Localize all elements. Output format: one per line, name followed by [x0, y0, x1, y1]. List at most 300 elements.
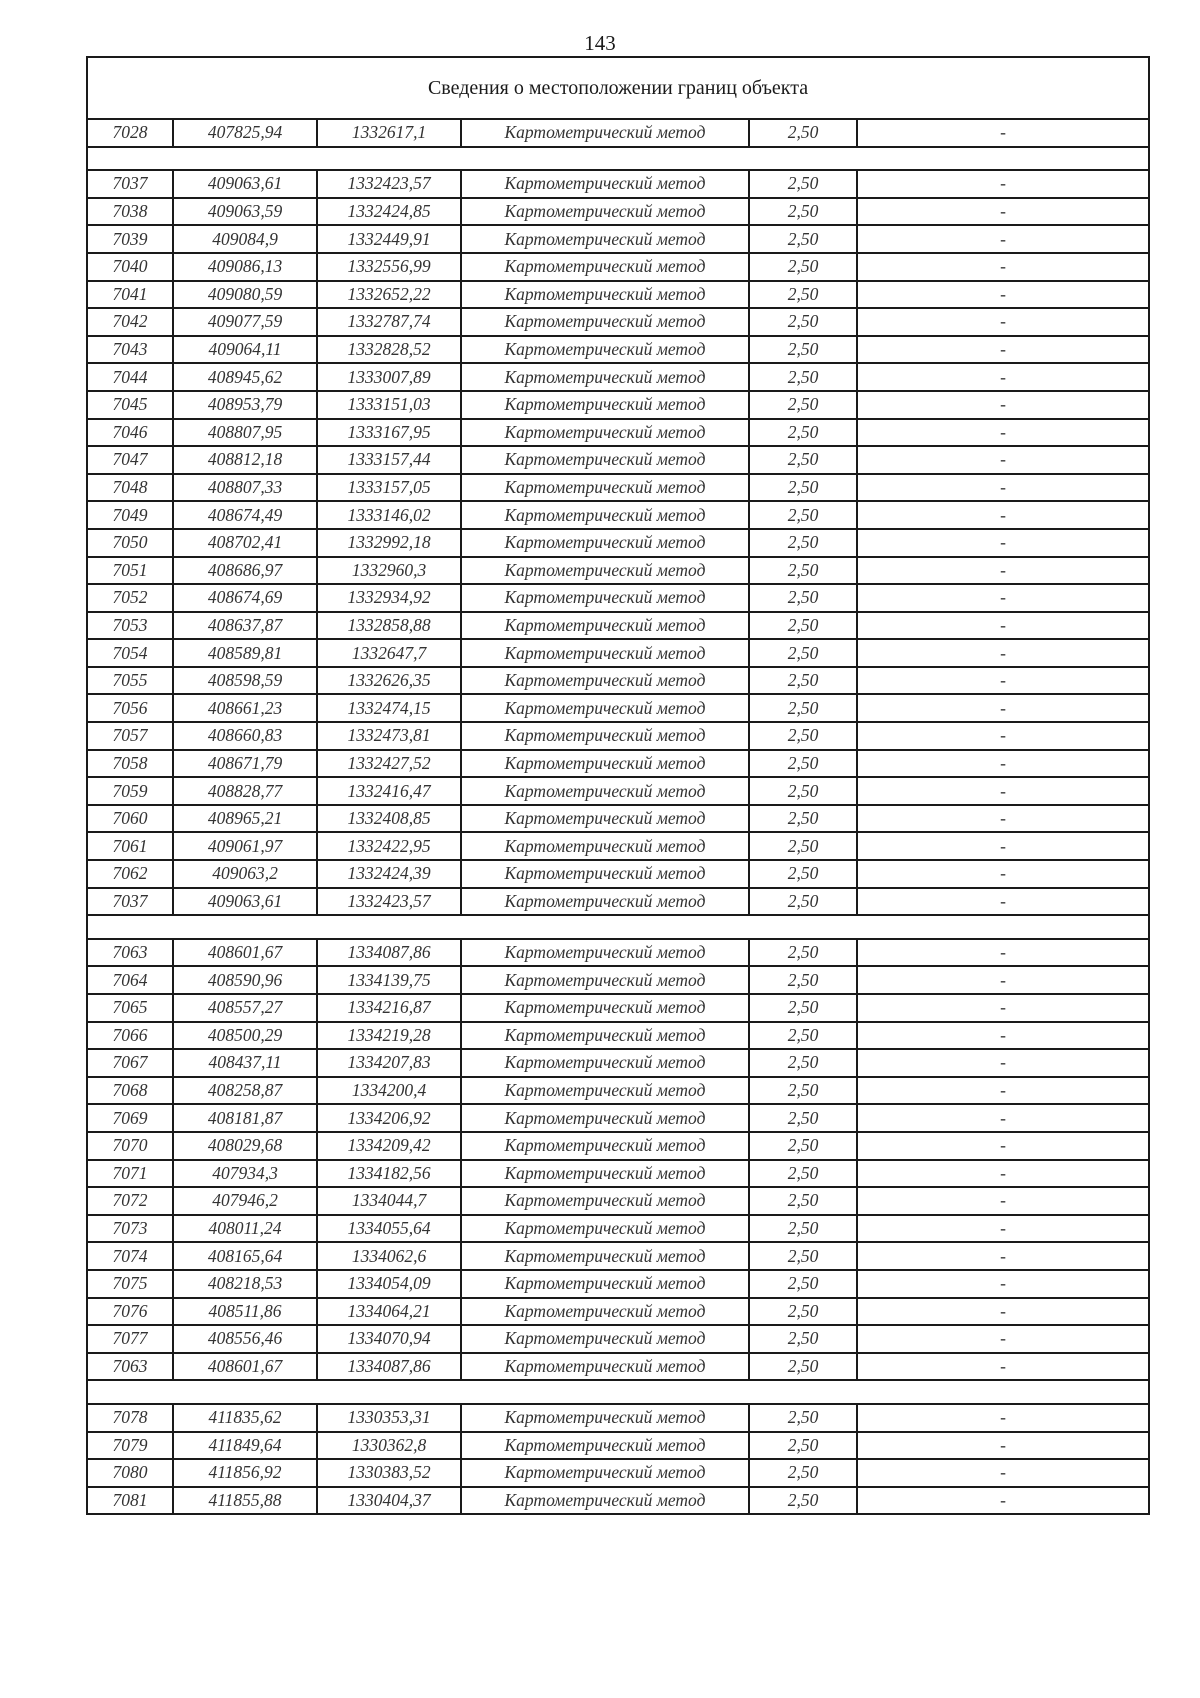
description-cell: - [857, 419, 1149, 447]
method-cell: Картометрический метод [461, 281, 749, 309]
y-coordinate-cell: 1334219,28 [317, 1022, 461, 1050]
accuracy-cell: 2,50 [749, 966, 857, 994]
method-cell: Картометрический метод [461, 1187, 749, 1215]
point-number-cell: 7038 [87, 198, 173, 226]
accuracy-cell: 2,50 [749, 1215, 857, 1243]
title-row [87, 57, 1149, 119]
table-row [87, 639, 1149, 667]
accuracy-cell: 2,50 [749, 1104, 857, 1132]
point-number-cell: 7046 [87, 419, 173, 447]
point-number-cell: 7060 [87, 805, 173, 833]
table-row [87, 198, 1149, 226]
x-coordinate-cell: 408828,77 [173, 777, 317, 805]
method-cell: Картометрический метод [461, 474, 749, 502]
method-cell: Картометрический метод [461, 1459, 749, 1487]
y-coordinate-cell: 1333157,44 [317, 446, 461, 474]
description-cell: - [857, 966, 1149, 994]
table-row [87, 694, 1149, 722]
point-number-cell: 7044 [87, 363, 173, 391]
method-cell: Картометрический метод [461, 170, 749, 198]
y-coordinate-cell: 1334064,21 [317, 1298, 461, 1326]
table-row [87, 529, 1149, 557]
separator-cell [87, 1380, 1149, 1404]
method-cell: Картометрический метод [461, 557, 749, 585]
y-coordinate-cell: 1333007,89 [317, 363, 461, 391]
description-cell: - [857, 639, 1149, 667]
point-number-cell: 7078 [87, 1404, 173, 1432]
point-number-cell: 7039 [87, 225, 173, 253]
description-cell: - [857, 888, 1149, 916]
x-coordinate-cell: 411855,88 [173, 1487, 317, 1515]
table-row [87, 363, 1149, 391]
method-cell: Картометрический метод [461, 939, 749, 967]
x-coordinate-cell: 408807,95 [173, 419, 317, 447]
method-cell: Картометрический метод [461, 253, 749, 281]
x-coordinate-cell: 409080,59 [173, 281, 317, 309]
point-number-cell: 7054 [87, 639, 173, 667]
accuracy-cell: 2,50 [749, 832, 857, 860]
table-row [87, 994, 1149, 1022]
method-cell: Картометрический метод [461, 1242, 749, 1270]
method-cell: Картометрический метод [461, 612, 749, 640]
y-coordinate-cell: 1332424,85 [317, 198, 461, 226]
description-cell: - [857, 1215, 1149, 1243]
description-cell: - [857, 805, 1149, 833]
point-number-cell: 7075 [87, 1270, 173, 1298]
accuracy-cell: 2,50 [749, 722, 857, 750]
x-coordinate-cell: 407825,94 [173, 119, 317, 147]
method-cell: Картометрический метод [461, 308, 749, 336]
y-coordinate-cell: 1333157,05 [317, 474, 461, 502]
point-number-cell: 7055 [87, 667, 173, 695]
y-coordinate-cell: 1334054,09 [317, 1270, 461, 1298]
point-number-cell: 7073 [87, 1215, 173, 1243]
separator-cell [87, 147, 1149, 171]
table-row [87, 474, 1149, 502]
accuracy-cell: 2,50 [749, 446, 857, 474]
description-cell: - [857, 446, 1149, 474]
method-cell: Картометрический метод [461, 1022, 749, 1050]
point-number-cell: 7045 [87, 391, 173, 419]
point-number-cell: 7043 [87, 336, 173, 364]
point-number-cell: 7028 [87, 119, 173, 147]
x-coordinate-cell: 408511,86 [173, 1298, 317, 1326]
description-cell: - [857, 1404, 1149, 1432]
table-title: Сведения о местоположении границ объекта [87, 57, 1149, 119]
y-coordinate-cell: 1334055,64 [317, 1215, 461, 1243]
accuracy-cell: 2,50 [749, 584, 857, 612]
point-number-cell: 7042 [87, 308, 173, 336]
x-coordinate-cell: 408029,68 [173, 1132, 317, 1160]
y-coordinate-cell: 1332473,81 [317, 722, 461, 750]
x-coordinate-cell: 408437,11 [173, 1049, 317, 1077]
description-cell: - [857, 667, 1149, 695]
description-cell: - [857, 612, 1149, 640]
x-coordinate-cell: 408953,79 [173, 391, 317, 419]
point-number-cell: 7053 [87, 612, 173, 640]
x-coordinate-cell: 408258,87 [173, 1077, 317, 1105]
accuracy-cell: 2,50 [749, 1242, 857, 1270]
point-number-cell: 7051 [87, 557, 173, 585]
table-row [87, 225, 1149, 253]
x-coordinate-cell: 408011,24 [173, 1215, 317, 1243]
x-coordinate-cell: 408671,79 [173, 750, 317, 778]
method-cell: Картометрический метод [461, 1432, 749, 1460]
x-coordinate-cell: 409063,2 [173, 860, 317, 888]
x-coordinate-cell: 409061,97 [173, 832, 317, 860]
description-cell: - [857, 308, 1149, 336]
x-coordinate-cell: 408500,29 [173, 1022, 317, 1050]
page-number: 143 [584, 31, 616, 55]
table-row [87, 1487, 1149, 1515]
description-cell: - [857, 860, 1149, 888]
point-number-cell: 7076 [87, 1298, 173, 1326]
x-coordinate-cell: 408660,83 [173, 722, 317, 750]
y-coordinate-cell: 1332626,35 [317, 667, 461, 695]
y-coordinate-cell: 1332422,95 [317, 832, 461, 860]
accuracy-cell: 2,50 [749, 119, 857, 147]
method-cell: Картометрический метод [461, 694, 749, 722]
accuracy-cell: 2,50 [749, 1404, 857, 1432]
method-cell: Картометрический метод [461, 722, 749, 750]
description-cell: - [857, 1077, 1149, 1105]
method-cell: Картометрический метод [461, 966, 749, 994]
description-cell: - [857, 1487, 1149, 1515]
x-coordinate-cell: 408945,62 [173, 363, 317, 391]
x-coordinate-cell: 407946,2 [173, 1187, 317, 1215]
x-coordinate-cell: 411835,62 [173, 1404, 317, 1432]
point-number-cell: 7068 [87, 1077, 173, 1105]
point-number-cell: 7050 [87, 529, 173, 557]
point-number-cell: 7070 [87, 1132, 173, 1160]
y-coordinate-cell: 1334087,86 [317, 939, 461, 967]
method-cell: Картометрический метод [461, 667, 749, 695]
description-cell: - [857, 1049, 1149, 1077]
method-cell: Картометрический метод [461, 1487, 749, 1515]
description-cell: - [857, 939, 1149, 967]
method-cell: Картометрический метод [461, 529, 749, 557]
x-coordinate-cell: 408674,49 [173, 501, 317, 529]
description-cell: - [857, 1160, 1149, 1188]
table-row [87, 1270, 1149, 1298]
accuracy-cell: 2,50 [749, 777, 857, 805]
x-coordinate-cell: 409063,59 [173, 198, 317, 226]
y-coordinate-cell: 1332408,85 [317, 805, 461, 833]
point-number-cell: 7072 [87, 1187, 173, 1215]
x-coordinate-cell: 408218,53 [173, 1270, 317, 1298]
y-coordinate-cell: 1332647,7 [317, 639, 461, 667]
method-cell: Картометрический метод [461, 1270, 749, 1298]
accuracy-cell: 2,50 [749, 225, 857, 253]
point-number-cell: 7041 [87, 281, 173, 309]
accuracy-cell: 2,50 [749, 1160, 857, 1188]
accuracy-cell: 2,50 [749, 1132, 857, 1160]
accuracy-cell: 2,50 [749, 474, 857, 502]
table-row [87, 1459, 1149, 1487]
table-row [87, 939, 1149, 967]
table-row [87, 888, 1149, 916]
description-cell: - [857, 1459, 1149, 1487]
table-row [87, 1353, 1149, 1381]
point-number-cell: 7077 [87, 1325, 173, 1353]
y-coordinate-cell: 1334139,75 [317, 966, 461, 994]
accuracy-cell: 2,50 [749, 939, 857, 967]
point-number-cell: 7063 [87, 1353, 173, 1381]
table-row [87, 281, 1149, 309]
table-row [87, 1077, 1149, 1105]
y-coordinate-cell: 1330362,8 [317, 1432, 461, 1460]
accuracy-cell: 2,50 [749, 750, 857, 778]
y-coordinate-cell: 1333151,03 [317, 391, 461, 419]
y-coordinate-cell: 1332828,52 [317, 336, 461, 364]
point-number-cell: 7064 [87, 966, 173, 994]
table-row [87, 557, 1149, 585]
description-cell: - [857, 557, 1149, 585]
table-row [87, 584, 1149, 612]
point-number-cell: 7037 [87, 170, 173, 198]
description-cell: - [857, 1298, 1149, 1326]
table-row [87, 119, 1149, 147]
description-cell: - [857, 363, 1149, 391]
method-cell: Картометрический метод [461, 363, 749, 391]
description-cell: - [857, 584, 1149, 612]
accuracy-cell: 2,50 [749, 557, 857, 585]
method-cell: Картометрический метод [461, 446, 749, 474]
accuracy-cell: 2,50 [749, 667, 857, 695]
y-coordinate-cell: 1334216,87 [317, 994, 461, 1022]
accuracy-cell: 2,50 [749, 1459, 857, 1487]
accuracy-cell: 2,50 [749, 805, 857, 833]
description-cell: - [857, 281, 1149, 309]
x-coordinate-cell: 409064,11 [173, 336, 317, 364]
point-number-cell: 7048 [87, 474, 173, 502]
accuracy-cell: 2,50 [749, 612, 857, 640]
table-row [87, 750, 1149, 778]
point-number-cell: 7081 [87, 1487, 173, 1515]
table-row [87, 446, 1149, 474]
accuracy-cell: 2,50 [749, 1022, 857, 1050]
accuracy-cell: 2,50 [749, 1432, 857, 1460]
description-cell: - [857, 336, 1149, 364]
y-coordinate-cell: 1332424,39 [317, 860, 461, 888]
method-cell: Картометрический метод [461, 750, 749, 778]
description-cell: - [857, 832, 1149, 860]
point-number-cell: 7040 [87, 253, 173, 281]
table-row [87, 1104, 1149, 1132]
description-cell: - [857, 1270, 1149, 1298]
description-cell: - [857, 529, 1149, 557]
accuracy-cell: 2,50 [749, 1270, 857, 1298]
point-number-cell: 7037 [87, 888, 173, 916]
y-coordinate-cell: 1330353,31 [317, 1404, 461, 1432]
description-cell: - [857, 1242, 1149, 1270]
y-coordinate-cell: 1334200,4 [317, 1077, 461, 1105]
point-number-cell: 7065 [87, 994, 173, 1022]
description-cell: - [857, 1432, 1149, 1460]
method-cell: Картометрический метод [461, 860, 749, 888]
x-coordinate-cell: 409077,59 [173, 308, 317, 336]
accuracy-cell: 2,50 [749, 363, 857, 391]
method-cell: Картометрический метод [461, 1104, 749, 1132]
x-coordinate-cell: 408601,67 [173, 939, 317, 967]
method-cell: Картометрический метод [461, 198, 749, 226]
method-cell: Картометрический метод [461, 391, 749, 419]
method-cell: Картометрический метод [461, 1132, 749, 1160]
accuracy-cell: 2,50 [749, 170, 857, 198]
table-row [87, 170, 1149, 198]
method-cell: Картометрический метод [461, 1353, 749, 1381]
y-coordinate-cell: 1332858,88 [317, 612, 461, 640]
y-coordinate-cell: 1330383,52 [317, 1459, 461, 1487]
x-coordinate-cell: 407934,3 [173, 1160, 317, 1188]
y-coordinate-cell: 1334182,56 [317, 1160, 461, 1188]
table-row [87, 1325, 1149, 1353]
x-coordinate-cell: 411856,92 [173, 1459, 317, 1487]
y-coordinate-cell: 1332960,3 [317, 557, 461, 585]
point-number-cell: 7063 [87, 939, 173, 967]
description-cell: - [857, 1325, 1149, 1353]
table-row [87, 419, 1149, 447]
table-row [87, 777, 1149, 805]
y-coordinate-cell: 1333146,02 [317, 501, 461, 529]
x-coordinate-cell: 408557,27 [173, 994, 317, 1022]
x-coordinate-cell: 408965,21 [173, 805, 317, 833]
x-coordinate-cell: 408590,96 [173, 966, 317, 994]
point-number-cell: 7052 [87, 584, 173, 612]
table-row [87, 308, 1149, 336]
y-coordinate-cell: 1334209,42 [317, 1132, 461, 1160]
point-number-cell: 7080 [87, 1459, 173, 1487]
point-number-cell: 7057 [87, 722, 173, 750]
y-coordinate-cell: 1334044,7 [317, 1187, 461, 1215]
y-coordinate-cell: 1332416,47 [317, 777, 461, 805]
method-cell: Картометрический метод [461, 777, 749, 805]
x-coordinate-cell: 408637,87 [173, 612, 317, 640]
method-cell: Картометрический метод [461, 832, 749, 860]
description-cell: - [857, 1353, 1149, 1381]
table-row [87, 1242, 1149, 1270]
x-coordinate-cell: 409086,13 [173, 253, 317, 281]
table-row [87, 1160, 1149, 1188]
method-cell: Картометрический метод [461, 1160, 749, 1188]
method-cell: Картометрический метод [461, 805, 749, 833]
accuracy-cell: 2,50 [749, 198, 857, 226]
y-coordinate-cell: 1334206,92 [317, 1104, 461, 1132]
description-cell: - [857, 1022, 1149, 1050]
point-number-cell: 7059 [87, 777, 173, 805]
table-row [87, 1432, 1149, 1460]
y-coordinate-cell: 1332652,22 [317, 281, 461, 309]
description-cell: - [857, 1104, 1149, 1132]
point-number-cell: 7071 [87, 1160, 173, 1188]
x-coordinate-cell: 409084,9 [173, 225, 317, 253]
y-coordinate-cell: 1332474,15 [317, 694, 461, 722]
accuracy-cell: 2,50 [749, 1077, 857, 1105]
description-cell: - [857, 722, 1149, 750]
method-cell: Картометрический метод [461, 1325, 749, 1353]
table-row [87, 391, 1149, 419]
table-row [87, 1187, 1149, 1215]
point-number-cell: 7069 [87, 1104, 173, 1132]
method-cell: Картометрический метод [461, 501, 749, 529]
accuracy-cell: 2,50 [749, 694, 857, 722]
method-cell: Картометрический метод [461, 994, 749, 1022]
method-cell: Картометрический метод [461, 1049, 749, 1077]
method-cell: Картометрический метод [461, 225, 749, 253]
y-coordinate-cell: 1334062,6 [317, 1242, 461, 1270]
accuracy-cell: 2,50 [749, 281, 857, 309]
description-cell: - [857, 253, 1149, 281]
x-coordinate-cell: 408598,59 [173, 667, 317, 695]
accuracy-cell: 2,50 [749, 994, 857, 1022]
table-row [87, 1404, 1149, 1432]
table-row [87, 966, 1149, 994]
y-coordinate-cell: 1332423,57 [317, 170, 461, 198]
table-row [87, 1298, 1149, 1326]
separator-cell [87, 915, 1149, 939]
x-coordinate-cell: 408661,23 [173, 694, 317, 722]
y-coordinate-cell: 1333167,95 [317, 419, 461, 447]
description-cell: - [857, 777, 1149, 805]
table-row [87, 1022, 1149, 1050]
x-coordinate-cell: 409063,61 [173, 888, 317, 916]
point-number-cell: 7049 [87, 501, 173, 529]
y-coordinate-cell: 1332787,74 [317, 308, 461, 336]
separator-row [87, 147, 1149, 171]
accuracy-cell: 2,50 [749, 1353, 857, 1381]
point-number-cell: 7062 [87, 860, 173, 888]
table-row [87, 832, 1149, 860]
accuracy-cell: 2,50 [749, 1298, 857, 1326]
x-coordinate-cell: 408556,46 [173, 1325, 317, 1353]
method-cell: Картометрический метод [461, 888, 749, 916]
x-coordinate-cell: 408812,18 [173, 446, 317, 474]
x-coordinate-cell: 408674,69 [173, 584, 317, 612]
description-cell: - [857, 1187, 1149, 1215]
accuracy-cell: 2,50 [749, 419, 857, 447]
y-coordinate-cell: 1332556,99 [317, 253, 461, 281]
y-coordinate-cell: 1332992,18 [317, 529, 461, 557]
x-coordinate-cell: 408702,41 [173, 529, 317, 557]
separator-row [87, 915, 1149, 939]
x-coordinate-cell: 408807,33 [173, 474, 317, 502]
description-cell: - [857, 501, 1149, 529]
table-row [87, 612, 1149, 640]
method-cell: Картометрический метод [461, 119, 749, 147]
description-cell: - [857, 1132, 1149, 1160]
table-row [87, 253, 1149, 281]
method-cell: Картометрический метод [461, 1215, 749, 1243]
y-coordinate-cell: 1332934,92 [317, 584, 461, 612]
y-coordinate-cell: 1334207,83 [317, 1049, 461, 1077]
accuracy-cell: 2,50 [749, 501, 857, 529]
accuracy-cell: 2,50 [749, 639, 857, 667]
accuracy-cell: 2,50 [749, 253, 857, 281]
x-coordinate-cell: 408589,81 [173, 639, 317, 667]
description-cell: - [857, 994, 1149, 1022]
method-cell: Картометрический метод [461, 1404, 749, 1432]
table-row [87, 1049, 1149, 1077]
y-coordinate-cell: 1334070,94 [317, 1325, 461, 1353]
point-number-cell: 7056 [87, 694, 173, 722]
accuracy-cell: 2,50 [749, 1049, 857, 1077]
y-coordinate-cell: 1332449,91 [317, 225, 461, 253]
x-coordinate-cell: 411849,64 [173, 1432, 317, 1460]
method-cell: Картометрический метод [461, 419, 749, 447]
table-row [87, 336, 1149, 364]
accuracy-cell: 2,50 [749, 888, 857, 916]
table-row [87, 667, 1149, 695]
